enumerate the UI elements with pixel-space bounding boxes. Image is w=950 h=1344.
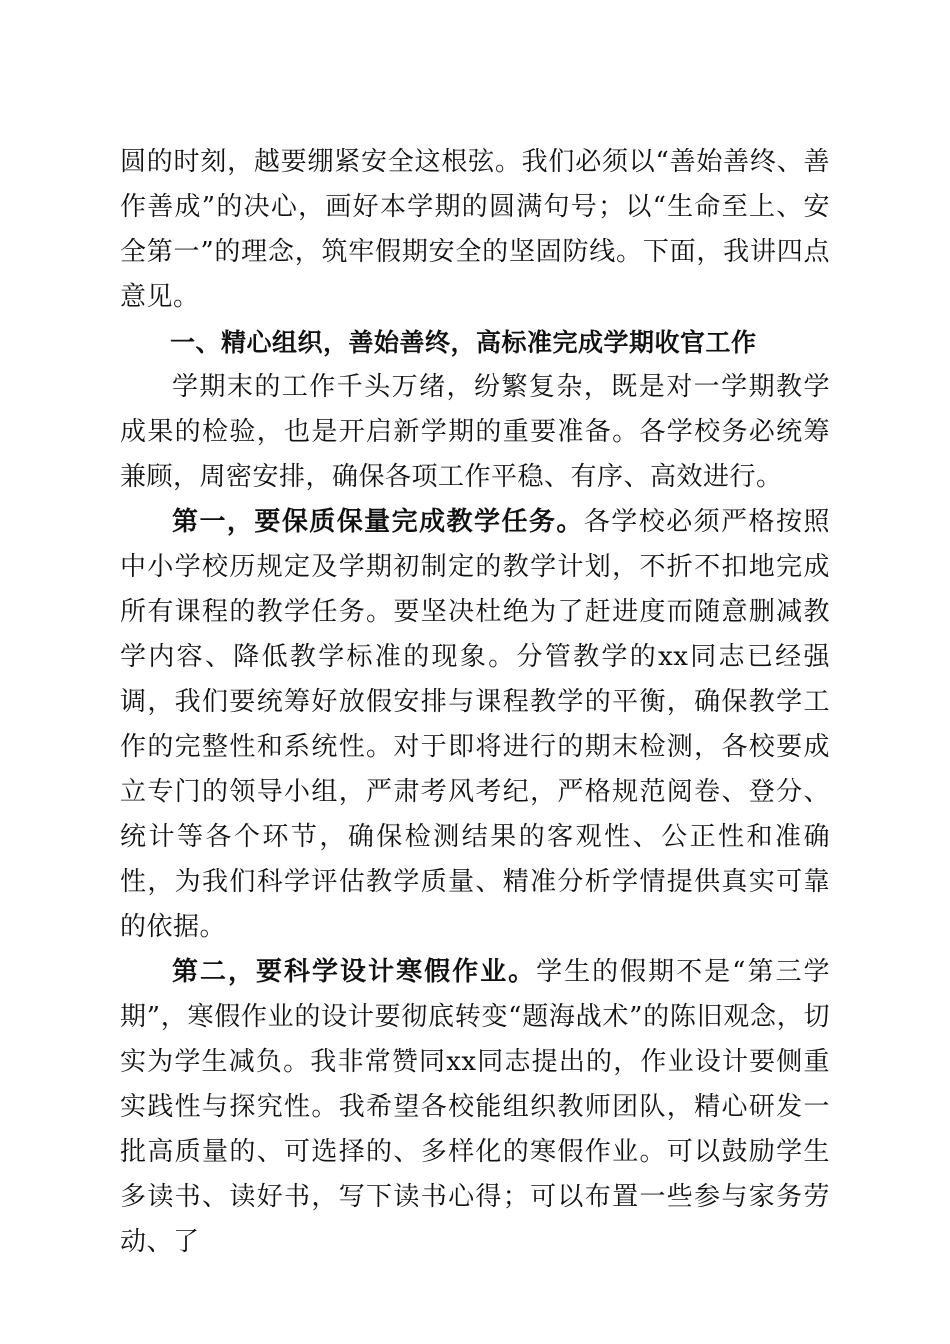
paragraph-section-1-intro (120, 365, 830, 500)
paragraph-point-2 (120, 950, 830, 1265)
document-body (120, 140, 830, 1265)
paragraph-text: 各学校必须严格按照中小学校历规定及学期初制定的教学计划，不折不扣地完成所有课程的教学任务。要坚决杜绝为了赶进度而随意删减教学内容、降低教学标准的现象。分管教学的xx同志已经强调，我们要统筹好放假安排与课程教学的平衡，确保教学工作的完整性和系统性。对于即将进行的期末检测，各校要成立专门的领导小组，严肃考风考纪，严格规范阅卷、登分、统计等各个环节，确保检测结果的客观性、公正性和准确性，为我们科学评估教学质量、精准分析学情提供真实可靠的依据。 (120, 507, 830, 942)
paragraph-intro-continuation (120, 140, 830, 320)
paragraph-lead-sentence: 第二，要科学设计寒假作业。 (172, 957, 537, 987)
section-heading-1 (120, 320, 830, 365)
paragraph-text: 学生的假期不是“第三学期”，寒假作业的设计要彻底转变“题海战术”的陈旧观念，切实为学生减负。我非常赞同xx同志提出的，作业设计要侧重实践性与探究性。我希望各校能组织教师团队，精心研发一批高质量的、可选择的、多样化的寒假作业。可以鼓励学生多读书、读好书，写下读书心得；可以布置一些参与家务劳动、了 (120, 957, 830, 1257)
paragraph-text: 圆的时刻，越要绷紧安全这根弦。我们必须以“善始善终、善作善成”的决心，画好本学期的圆满句号；以“生命至上、安全第一”的理念，筑牢假期安全的坚固防线。下面，我讲四点意见。 (120, 147, 830, 312)
paragraph-lead-sentence: 第一，要保质保量完成教学任务。 (172, 507, 584, 537)
paragraph-point-1 (120, 500, 830, 950)
paragraph-text: 学期末的工作千头万绪，纷繁复杂，既是对一学期教学成果的检验，也是开启新学期的重要准备。各学校务必统筹兼顾，周密安排，确保各项工作平稳、有序、高效进行。 (120, 372, 830, 492)
section-heading-text: 一、精心组织，善始善终，高标准完成学期收官工作 (170, 328, 757, 357)
